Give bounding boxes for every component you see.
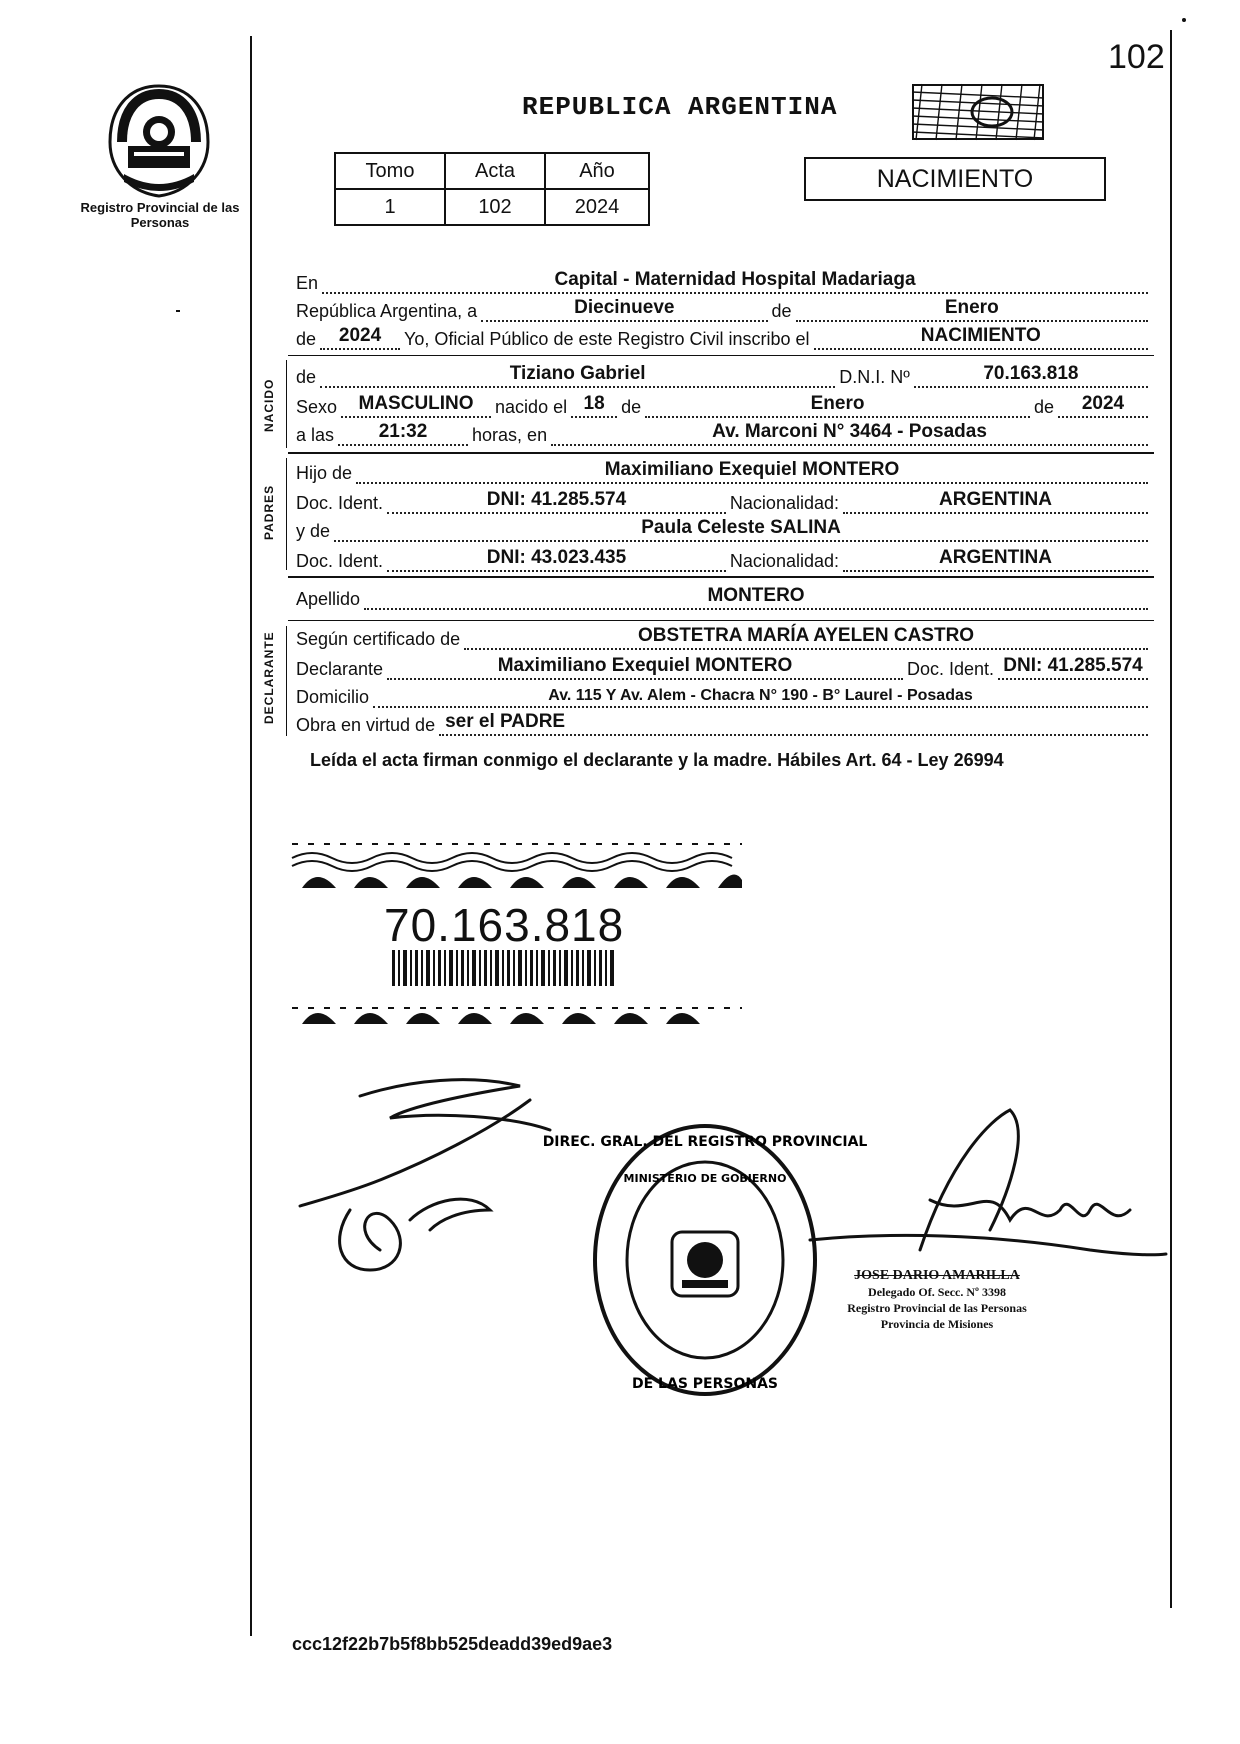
mother-nat-label: Nacionalidad: <box>729 551 839 571</box>
father-doc-row <box>296 488 1152 514</box>
certificado-value: OBSTETRA MARÍA AYELEN CASTRO <box>638 625 975 646</box>
declarante-doc-label: Doc. Ident. <box>906 659 994 679</box>
sexo-label: Sexo <box>296 397 338 417</box>
anio-header: Año <box>545 153 649 189</box>
day-value: Diecinueve <box>574 297 675 318</box>
dni-stub-number: 70.163.818 <box>384 899 625 951</box>
father-doc: DNI: 41.285.574 <box>486 489 627 510</box>
mother-name: Paula Celeste SALINA <box>641 517 841 538</box>
apellido-label: Apellido <box>296 589 361 609</box>
record-table <box>334 152 650 226</box>
nacido-top-rule <box>288 355 1154 356</box>
father-doc-label: Doc. Ident. <box>296 493 384 513</box>
dni-label: D.N.I. Nº <box>839 367 910 387</box>
birth-date-row <box>296 392 1152 418</box>
svg-text:MINISTERIO DE GOBIERNO: MINISTERIO DE GOBIERNO <box>623 1172 787 1185</box>
domicilio-row <box>296 682 1152 708</box>
page-number: 102 <box>1108 38 1165 76</box>
nacido-bracket <box>286 360 287 448</box>
domicilio-value: Av. 115 Y Av. Alem - Chacra N° 190 - B° Laurel - Posadas <box>548 687 973 704</box>
apellido-row <box>296 584 1152 610</box>
birth-time-row <box>296 420 1152 446</box>
name-row <box>296 362 1152 388</box>
corner-mark <box>1182 18 1186 22</box>
country-title: REPUBLICA ARGENTINA <box>522 92 838 122</box>
birth-year: 2024 <box>1081 393 1125 414</box>
horas-label: horas, en <box>472 425 548 445</box>
document-hash: ccc12f22b7b5f8bb525deadd39ed9ae3 <box>292 1634 613 1654</box>
child-name: Tiziano Gabriel <box>509 363 646 384</box>
place-row <box>296 268 1152 294</box>
official-registry: Registro Provincial de las Personas <box>847 1301 1027 1315</box>
month-value: Enero <box>944 297 999 318</box>
nacido-el-label: nacido el <box>495 397 568 417</box>
document-type: NACIMIENTO <box>804 157 1106 201</box>
de-label: de <box>771 301 792 321</box>
tomo-header: Tomo <box>335 153 445 189</box>
birth-day: 18 <box>583 393 605 414</box>
mother-row <box>296 516 1152 542</box>
padres-top-rule <box>288 452 1154 454</box>
declarante-bracket <box>286 626 287 736</box>
declarant-signature <box>290 1060 590 1290</box>
official-seal <box>542 1120 868 1400</box>
registry-caption: Registro Provincial de las Personas <box>80 200 240 230</box>
anio-value: 2024 <box>545 189 649 225</box>
father-nationality: ARGENTINA <box>939 489 1052 510</box>
father-row <box>296 458 1152 484</box>
hijo-de-label: Hijo de <box>296 463 353 483</box>
official-name: JOSE DARIO AMARILLA <box>854 1268 1020 1283</box>
nacido-de-label: de <box>296 367 317 387</box>
certificado-label: Según certificado de <box>296 629 461 649</box>
birth-place: Av. Marconi N° 3464 - Posadas <box>712 421 987 442</box>
nacido-section-label: NACIDO <box>262 378 276 432</box>
declarante-label: Declarante <box>296 659 384 679</box>
nacido-de-label-3: de <box>1033 397 1054 417</box>
republica-label: República Argentina, a <box>296 301 478 321</box>
place-value: Capital - Maternidad Hospital Madariaga <box>554 269 916 290</box>
obra-value: ser el PADRE <box>445 711 566 732</box>
tomo-value: 1 <box>335 189 445 225</box>
svg-text:DIREC. GRAL. DEL REGISTRO PROV: DIREC. GRAL. DEL REGISTRO PROVINCIAL <box>542 1134 868 1150</box>
father-nat-label: Nacionalidad: <box>729 493 839 513</box>
left-margin-line <box>250 36 252 1636</box>
acta-header: Acta <box>445 153 545 189</box>
declarante-section-label: DECLARANTE <box>262 631 276 724</box>
declarante-name: Maximiliano Exequiel MONTERO <box>497 655 793 676</box>
declarante-top-rule <box>288 620 1154 621</box>
year-value: 2024 <box>338 325 382 346</box>
mother-doc: DNI: 43.023.435 <box>486 547 627 568</box>
svg-text:DE LAS PERSONAS: DE LAS PERSONAS <box>632 1376 778 1392</box>
year-prefix-label: de <box>296 329 317 349</box>
declarante-doc: DNI: 41.285.574 <box>1003 655 1143 676</box>
obra-row <box>296 710 1152 736</box>
mother-nationality: ARGENTINA <box>939 547 1052 568</box>
nacido-de-label-2: de <box>621 397 642 417</box>
statement-text: Yo, Oficial Público de este Registro Civil inscribo el <box>404 329 810 349</box>
en-label: En <box>296 273 319 293</box>
closing-note: Leída el acta firman conmigo el declarante y la madre. Hábiles Art. 64 - Ley 26994 <box>310 750 1004 770</box>
apellido-top-rule <box>288 576 1154 578</box>
official-signature-block <box>812 1268 1062 1332</box>
stray-mark <box>176 310 180 312</box>
domicilio-label: Domicilio <box>296 687 370 707</box>
child-dni: 70.163.818 <box>983 363 1079 384</box>
certificado-row <box>296 624 1152 650</box>
a-las-label: a las <box>296 425 335 445</box>
sex-value: MASCULINO <box>358 393 474 414</box>
statement-row <box>296 324 1152 350</box>
birth-time: 21:32 <box>378 421 428 442</box>
right-margin-line <box>1170 30 1172 1608</box>
mother-doc-label: Doc. Ident. <box>296 551 384 571</box>
official-province: Provincia de Misiones <box>880 1317 994 1331</box>
province-seal <box>104 82 214 200</box>
official-position: Delegado Of. Secc. Nº 3398 <box>868 1285 1006 1299</box>
apellido-value: MONTERO <box>707 585 805 606</box>
declarante-row <box>296 654 1152 680</box>
y-de-label: y de <box>296 521 331 541</box>
date-row <box>296 296 1152 322</box>
padres-bracket <box>286 458 287 570</box>
security-stamp <box>912 84 1044 140</box>
father-name: Maximiliano Exequiel MONTERO <box>604 459 900 480</box>
obra-label: Obra en virtud de <box>296 715 436 735</box>
event-value: NACIMIENTO <box>920 325 1041 346</box>
acta-value: 102 <box>445 189 545 225</box>
mother-doc-row <box>296 546 1152 572</box>
padres-section-label: PADRES <box>262 484 276 540</box>
birth-month: Enero <box>810 393 865 414</box>
